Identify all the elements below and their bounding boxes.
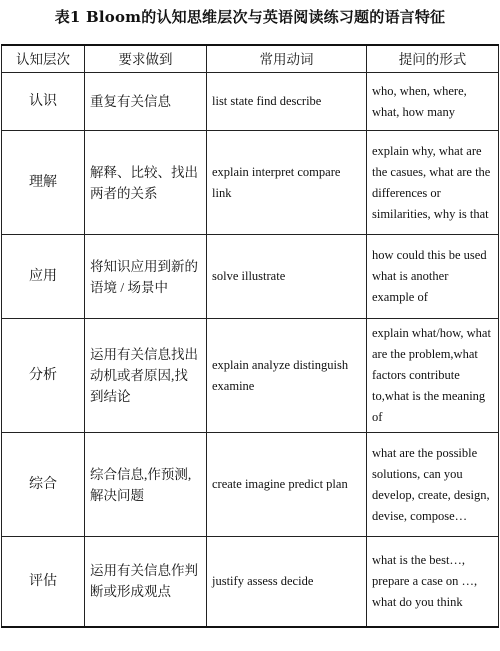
table-row <box>2 131 499 235</box>
cell-question: explain what/how, what are the problem,what factors contribute to,what is the meaning of <box>367 319 499 433</box>
cell-verbs: justify assess decide <box>207 537 367 627</box>
table-row <box>2 235 499 319</box>
table-row <box>2 537 499 627</box>
cell-level: 应用 <box>2 235 85 319</box>
cell-requirement: 解释、比较、找出两者的关系 <box>85 131 207 235</box>
cell-verbs: solve illustrate <box>207 235 367 319</box>
cell-verbs: explain interpret compare link <box>207 131 367 235</box>
table-row <box>2 319 499 433</box>
cell-question: how could this be used what is another example of <box>367 235 499 319</box>
cell-requirement: 重复有关信息 <box>85 73 207 131</box>
cell-level: 理解 <box>2 131 85 235</box>
cell-verbs: explain analyze distinguish examine <box>207 319 367 433</box>
cell-question: who, when, where, what, how many <box>367 73 499 131</box>
cell-verbs: list state find describe <box>207 73 367 131</box>
bloom-table <box>1 44 499 628</box>
table-header-row <box>2 45 499 73</box>
table-row <box>2 433 499 537</box>
cell-question: what is the best…, prepare a case on …, what do you think <box>367 537 499 627</box>
cell-requirement: 运用有关信息作判断或形成观点 <box>85 537 207 627</box>
cell-requirement: 综合信息,作预测,解决问题 <box>85 433 207 537</box>
cell-question: what are the possible solutions, can you develop, create, design, devise, compose… <box>367 433 499 537</box>
table-row <box>2 73 499 131</box>
cell-question: explain why, what are the casues, what are the differences or similarities, why is that <box>367 131 499 235</box>
cell-level: 认识 <box>2 73 85 131</box>
header-question: 提问的形式 <box>367 45 499 73</box>
cell-requirement: 运用有关信息找出动机或者原因,找到结论 <box>85 319 207 433</box>
cell-verbs: create imagine predict plan <box>207 433 367 537</box>
cell-level: 评估 <box>2 537 85 627</box>
cell-level: 分析 <box>2 319 85 433</box>
cell-requirement: 将知识应用到新的语境 / 场景中 <box>85 235 207 319</box>
header-requirement: 要求做到 <box>85 45 207 73</box>
table-caption: 表1 Bloom的认知思维层次与英语阅读练习题的语言特征 <box>54 8 446 26</box>
cell-level: 综合 <box>2 433 85 537</box>
header-level: 认知层次 <box>2 45 85 73</box>
header-verbs: 常用动词 <box>207 45 367 73</box>
